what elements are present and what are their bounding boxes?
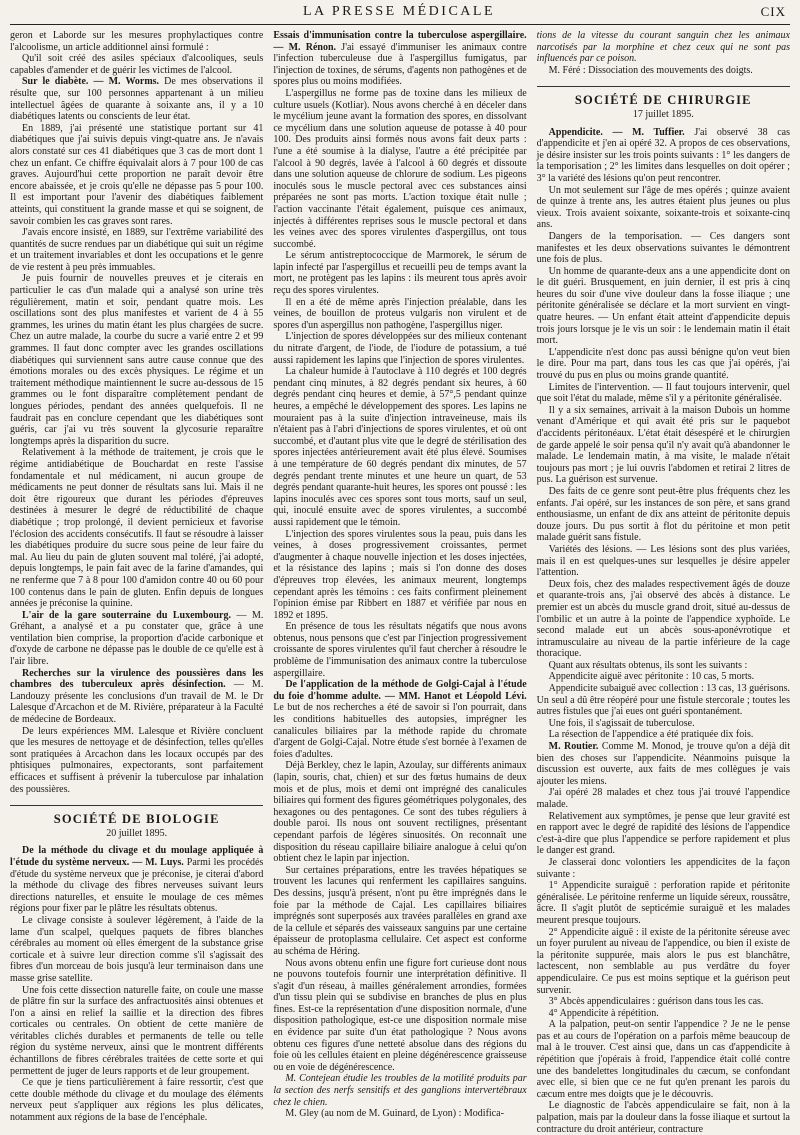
paragraph: Qu'il soit créé des asiles spéciaux d'alcooliques, seuls capables d'amender et de guérir les victimes de l'alcool. (10, 53, 264, 76)
article-heading: Essais d'immunisation contre la tuberculose aspergillaire. — M. Rénon. (273, 30, 527, 53)
paragraph: De leurs expériences MM. Lalesque et Rivière concluent que les mesures de nettoyage et de désinfection, telles qu'elles sont pratiquées à Arcachon dans les locaux occupés par des phtisiques pulmonaires, expectorants, sont parfaitement efficaces et suffisent à prévenir la tuberculose par inhalation des poussières. (10, 725, 264, 795)
paragraph: Une fois cette dissection naturelle faite, on coule une masse de plâtre fin sur la surface des anfractuosités ainsi obtenues et l'on a ainsi en relief la saillie et la direction des fibres corticales ou centrales. On obtient de cette manière de véritables clichés durables et permanents de telle ou telle région du système nerveux, ainsi que le montrent différents échantillons de fibres cérébrales traitées de cette sorte et qui permettent de juger de leurs rapports et de leur groupement. (10, 984, 264, 1077)
paragraph: Relativement à la méthode de traitement, je crois que le régime antidiabétique de Bouchardat en reste l'assise fondamentale et nul médicament, ni aucun groupe de médicaments ne peut donner de résultats sans lui. Mais il ne doit être rigoureux que durant les périodes d'épreuves destinées à mesurer le degré de réductibilité de chaque diabétique ; trop prolongé, il devient pernicieux et favorise l'éclosion des accidents consécutifs. Il faut se résoudre à laisser les diabétiques produire du sucre sous peine de leur faire du mal. Au lieu du pain de gluten souvent mal toléré, j'ai adopté, depuis longtemps, le pain fait avec de la farine d'amandes, qui ne renferme que 7 à 8 pour 100 d'amidon contre 40 ou 60 pour 100 contenus dans le pain de gluten. Enfin depuis de longues années je préconise la quinine. (10, 447, 264, 610)
article (10, 76, 263, 122)
article (273, 679, 526, 760)
section-date: 20 juillet 1895. (106, 827, 168, 839)
column-3 (537, 30, 790, 1135)
paragraph: 1° Appendicite suraiguë : perforation rapide et péritonite généralisée. Le péritoine renferme un liquide séreux, roussâtre, âcre. Il s'agit plutôt de septicémie suraiguë et les malades meurent presque toujours. (536, 880, 790, 926)
section-title: SOCIÉTÉ DE CHIRURGIE (537, 86, 790, 107)
article-heading: M. Routier. (548, 741, 599, 753)
paragraph: M. Contejean étudie les troubles de la motilité produits par la section des nerfs sensitifs et des ganglions intervertébraux chez le chien. (273, 1073, 527, 1108)
paragraph: 2° Appendicite aiguë : il existe de la péritonite séreuse avec un foyer purulent au niveau de l'appendice, ou bien il existe de la péritonite suppurée, mais alors le pus est blanchâtre, lactescent, non semblable au pus verdâtre du foyer appendiculaire. Ce pus est moins septique et la guérison peut survenir. (536, 926, 790, 996)
section-date: 17 juillet 1895. (632, 108, 694, 120)
paragraph: Une fois, il s'agissait de tuberculose. (548, 717, 695, 729)
paragraph: Appendicite subaiguë avec collection : 13 cas, 13 guérisons. Un seul a dû être réopéré pour une fistule stercorale ; toutes les autres fistules que j'ai eues ont guéri spontanément. (536, 683, 790, 718)
paragraph: L'appendicite n'est donc pas aussi bénigne qu'on veut bien le dire. Pour ma part, dans tous les cas que j'ai opérés, j'ai trouvé du pus en plus ou moins grande quantité. (536, 346, 790, 382)
paragraph: Relativement aux symptômes, je pense que leur gravité est en rapport avec le degré de rapidité des lésions de l'appendice c'est-à-dire que plus l'appendice se perfore rapidement et plus le danger est grand. (536, 810, 790, 857)
paragraph: Dangers de la temporisation. — Ces dangers sont manifestes et les deux observations suivantes le démontrent une fois de plus. (536, 230, 790, 266)
article-heading: De la méthode du clivage et du moulage appliquée à l'étude du système nerveux. — M. Luys. (10, 845, 264, 868)
article-heading: L'air de la gare souterraine du Luxembourg. (22, 609, 231, 621)
text-columns (10, 30, 790, 1135)
column-1 (10, 30, 263, 1135)
paragraph: L'injection de spores développées sur des milieux contenant du nitrate d'argent, de l'iode, de l'iodure de potassium, a tué aussi rapidement les lapins que l'injection de spores virulentes. (273, 331, 527, 366)
article (537, 741, 790, 787)
article-heading: Recherches sur la virulence des poussières dans les chambres des tuberculeux après désinfection. (10, 667, 264, 691)
article (10, 610, 263, 668)
article (273, 30, 526, 88)
paragraph: La chaleur humide à l'autoclave à 110 degrés et 100 degrés pendant cinq minutes, à 82 degrés pendant six heures, à 60 degrés pendant cinq heures et demie, à 57°,5 pendant quinze heures, a empêché le développement des spores. Les lapins ne mouraient pas à la suite d'injection intraveineuse, mais ils n'étaient pas à l'abri d'injections de spores virulentes, et où ont succombé, et d'autant plus vite que le degré de stérilisation des spores injectées antérieurement avait été plus élevé. Soumises à une température de 60 degrés pendant dix minutes, de 57 degrés pendant trente minutes et une heure un quart, de 53 degrés pendant quarante-huit heures, les spores ont poussé : les lapins inoculés avec ces spores sont tous morts, sauf un seul, qui, inoculé ensuite avec de spores virulentes, a succombé aussi rapidement que le témoin. (273, 366, 527, 528)
paragraph: M. Féré : Dissociation des mouvements des doigts. (548, 64, 753, 76)
article-heading: Appendicite. — M. Tuffier. (548, 126, 685, 138)
article (10, 668, 263, 726)
journal-title: LA PRESSE MÉDICALE (302, 4, 495, 19)
paragraph: 3° Abcès appendiculaires : guérison dans tous les cas. (548, 996, 764, 1008)
paragraph: Un homme de quarante-deux ans a une appendicite dont on le dit guéri. Brusquement, en juin dernier, il est pris à cinq heures du soir d'une vive douleur dans la fosse iliaque ; une péritonite généralisée se déclare et la mort survient en vingt-quatre heures. — Un enfant était atteint d'appendicite depuis trois jours lorsque je le vis un soir : le lendemain matin il était mort. (536, 265, 790, 347)
paragraph: tions de la vitesse du courant sanguin chez les animaux narcotisés par la morphine et chez ceux qui ne sont pas influencés par ce poison. (536, 30, 790, 65)
paragraph: Je puis fournir de nouvelles preuves et je citerais en particulier le cas d'un malade qui a analysé son urine très régulièrement, matin et soir, pendant quatre mois. Les oscillations sont des plus manifestes et varient de 4 à 55 grammes, les urines du matin étant les plus chargées de sucre. Chez un autre malade, la courbe du sucre a varié entre 2 et 99 grammes. Il faut donc compter avec les grandes oscillations diabétiques qui surviennent sans autre cause connue que des émotions morales ou des excès physiques. Le régime et un traitement méthodique maintiennent le sucre au-dessous de 15 grammes ou le font disparaître complètement pendant de longues périodes, pendant des années quelquefois. Il ne faudrait pas en conclure cependant que les diabétiques sont guéris, car j'ai vu très souvent la glycosurie reparaître longtemps après la disparition du sucre. (10, 273, 264, 447)
page-number: CIX (760, 4, 786, 19)
paragraph: Le sérum antistreptococcique de Marmorek, le sérum de lapin infecté par l'aspergillus et recueilli peu de temps avant la mort, ne protègent pas les lapins : ils meurent tous après avoir reçu des spores virulentes. (273, 250, 527, 297)
article-body: — M. Landouzy présente les conclusions d'un travail de M. le Dr Lalesque d'Arcachon et de M. Rivière, préparateur à la Faculté de médecine de Bordeaux. (10, 679, 264, 726)
page-header (0, 0, 800, 24)
article (537, 127, 790, 185)
paragraph: Quant aux résultats obtenus, ils sont les suivants : (548, 659, 748, 671)
paragraph: Appendicite aiguë avec péritonite : 10 cas, 5 morts. (548, 671, 755, 683)
paragraph: A la palpation, peut-on sentir l'appendice ? Je ne le pense pas et au cours de l'opération on a parfois même beaucoup de mal à le trouver. C'est ainsi que, dans un cas d'appendicite à répétition que j'opérais à froid, l'appendice était collé contre une des bandelettes longitudinales du cæcum, se confondant avec elle, si bien que ce ne fut qu'en prenant les parois du cæcum entre mes doigts que je le découvris. (536, 1019, 790, 1100)
paragraph: Sur certaines préparations, entre les travées hépatiques se trouvent les lacunes qui renferment les capillaires sanguins. Des dessins, jusqu'à présent, n'ont pu être imprégnés dans le foie par la méthode de Cajal. Les capillaires biliaires imprégnés sont superposés aux travées parallèles en grand axe de la cellule et séparés des vaisseaux sanguins par une certaine épaisseur de protoplasma cellulaire. Cet aspect est conforme au schéma de Héring. (273, 864, 527, 957)
paragraph: En 1889, j'ai présenté une statistique portant sur 41 diabétiques que j'ai suivis depuis vingt-quatre ans. Je n'avais alors constaté sur ces 41 diabétiques que 3 cas de mort dont 1 chez un enfant. Ce chiffre équivalait alors à 7 pour 100 de cas graves. Aujourd'hui cette proportion ne paraît devoir être encore abaissée, et je crois qu'elle ne dépasse pas 5 pour 100. Il est important pour l'avenir des diabétiques faiblement atteints, qui constituent la grande masse et qui se soignent, de savoir combien les cas graves sont rares. (10, 122, 264, 227)
paragraph: geron et Laborde sur les mesures prophylactiques contre l'alcoolisme, un article additionnel ainsi formulé : (10, 30, 264, 53)
paragraph: Ce que je tiens particulièrement à faire ressortir, c'est que cette double méthode du clivage et du moulage des éléments nerveux peut s'appliquer aux régions les plus délicates, notamment aux régions de la base de l'encéphale. (10, 1077, 264, 1124)
article-body: — M. Gréhant, a analysé et a pu constater que, grâce à une ventilation bien comprise, la proportion d'acide carbonique et d'oxyde de carbone ne dépasse pas le double de ce qu'elle est à l'air libre. (10, 609, 264, 668)
article-body: Le but de nos recherches a été de savoir si l'on pourrait, dans les conditions habituelles des autopsies, imprégner les canalicules biliaires par la méthode rapide du chromate d'argent de Golgi-Cajal. Notre étude s'est bornée à l'examen de foies d'adultes. (273, 702, 527, 760)
paragraph: J'avais encore insisté, en 1889, sur l'extrême variabilité des quantités de sucre rendues par un diabétique qui suit un régime et un traitement invariables et dont les occupations et le genre de vie restent à peu près immuables. (10, 227, 264, 273)
paragraph: L'aspergillus ne forme pas de toxine dans les milieux de culture usuels (Kotliar). Nous avons cherché à en déceler dans le mycélium jeune avant la formation des spores, en dissolvant ce mycélium dans une solution aqueuse de potasse à 40 pour 100. Des produits ainsi formés nous avons fait deux parts : l'une a été soumise à la dialyse, l'autre a été précipitée par l'alcool à 90 degrés, lavée à l'alcool à 60 degrés et dissoute dans une solution aqueuse de chlorure de sodium. Les pigeons inoculés sous le muscle pectoral avec ces substances ainsi préparées ne sont pas morts. L'action toxique était nulle ; l'action vaccinante l'était également, puisque ces animaux, injectés à différentes reprises sous le muscle pectoral et dans les veines avec des spores virulentes d'aspergillus, ont tous succombé. (273, 87, 527, 250)
paragraph: Nous avons obtenu enfin une figure fort curieuse dont nous ne pouvons toutefois fournir une interprétation définitive. Il s'agit d'un réseau, à mailles généralement arrondies, formées d'un tissu plein qui se subdivise en branches de plus en plus fines. Est-ce la représentation d'une disposition normale, d'une disposition pathologique, est-ce une disposition normale mise en évidence par suite d'un état pathologique ? Nous avons obtenu ces figures d'une netteté absolue dans des régions du foie où les cellules étaient en pleine dégénérescence graisseuse ou en voie de dégénérescence. (273, 957, 527, 1073)
article-heading: De l'application de la méthode de Golgi-Cajal à l'étude du foie d'homme adulte. — MM. Hanot et Léopold Lévi. (273, 679, 527, 702)
paragraph: Le diagnostic de l'abcès appendiculaire se fait, non à la palpation, mais par la douleur dans la fosse iliaque et surtout la contracture du droit antérieur, contracture (536, 1100, 790, 1135)
column-2 (273, 30, 526, 1135)
article-body: J'ai essayé d'immuniser les animaux contre l'infection tuberculeuse due à l'aspergillus fumigatus, par l'injection de toxines, de sérums, d'agents non pathogènes et de spores plus ou moins modifiées. (273, 41, 527, 88)
article-body: J'ai observé 38 cas d'appendicite et j'en ai opéré 32. A propos de ces observations, je désire insister sur les trois points suivants : 1° les dangers de la temporisation ; 2° les limites dans lesquelles on doit opérer ; 3° la variété des lésions qu'on peut rencontrer. (536, 126, 790, 184)
paragraph: L'injection des spores virulentes sous la peau, puis dans les veines, à doses progressivement croissantes, permet d'augmenter à chaque nouvelle injection et les doses injectées, et la résistance des lapins ; mais si l'on donne des doses d'épreuves trop élevées, les animaux meurent, longtemps cependant après les témoins : ces faits confirment pleinement l'opinion émise par Ribbert en 1887 et vérifiée par nous en 1892 et 1895. (273, 528, 527, 621)
article-body: Comme M. Monod, je trouve qu'on a déjà dit bien des choses sur l'appendicite. Néanmoins puisque la discussion est ouverte, aux faits de mes collègues je vais ajouter les miens. (536, 741, 790, 787)
paragraph: Variétés des lésions. — Les lésions sont des plus variées, mais il en est quelques-unes sur lesquelles je désire appeler l'attention. (536, 543, 790, 579)
paragraph: Je classerai donc volontiers les appendicites de la façon suivante : (536, 856, 790, 880)
header-rule (10, 24, 790, 25)
paragraph: La résection de l'appendice a été pratiquée dix fois. (548, 729, 754, 741)
article-heading: Sur le diabète. — M. Worms. (22, 76, 160, 88)
paragraph: Le clivage consiste à soulever légèrement, à l'aide de la lame d'un scalpel, quelques paquets de fibres blanches cérébrales au moment où elles émergent de la substance grise corticale et à suivre leur direction comme s'il s'agissait des fibres d'un morceau de bois jusqu'à leur terminaison dans une masse grise satellite. (10, 914, 264, 984)
paragraph: J'ai opéré 28 malades et chez tous j'ai trouvé l'appendice malade. (536, 787, 790, 810)
paragraph: Déjà Berkley, chez le lapin, Azoulay, sur différents animaux (lapin, souris, chat, chien) et sur des fœtus humains de deux mois et de plus, mois et demi ont imprégné des canalicules biliaires qui forment des figures géométriques polygonales, des hexagones ou des pentagones. Ce sont des tubes réguliers à double paroi. Ils nous ont souvent rectilignes, présentant cependant parfois de légères sinuosités. On reconnaît une disposition du réseau capillaire biliaire analogue à celui qu'on obtient chez le lapin par injection. (273, 760, 527, 865)
paragraph: Deux fois, chez des malades respectivement âgés de douze et quarante-trois ans, j'ai observé des abcès à distance. Le premier est un abcès du muscle grand droit, situé au-dessus de l'ombilic et un autre à la pointe de l'appendice xyphoïde. Le second malade eut un abcès sous-aponévrotique et intramusculaire au niveau de la partie inférieure de la cage thoracique. (536, 578, 790, 660)
article-body: De mes observations il résulte que, sur 100 personnes appartenant à un milieu intellectuel âgées de quarante à soixante ans, il y a 10 diabétiques latents ou conscients de leur état. (10, 76, 264, 123)
paragraph: Limites de l'intervention. — Il faut toujours intervenir, quel que soit l'état du malade, même s'il y a péritonite généralisée. (536, 381, 790, 405)
article (10, 845, 263, 915)
paragraph: 4° Appendicite à répétition. (548, 1007, 659, 1019)
paragraph: Il en a été de même après l'injection préalable, dans les veines, de bouillon de proteus vulgaris non virulent et de spores d'un aspergillus non pathogène, l'aspergillus niger. (273, 296, 527, 331)
paragraph: Des faits de ce genre sont peut-être plus fréquents chez les enfants. J'ai opéré, sur les instances de son père, et sans grand enthousiasme, un enfant de dix ans atteint de péritonite depuis douze jours. Du pus sortit à flot du péritoine et mon petit malade guérit sans fistule. (536, 485, 790, 544)
article-body: Parmi les procédés d'étude du système nerveux que je préconise, je citerai d'abord la méthode du clivage des fibres nerveuses suivant leurs directions naturelles, et ensuite le moulage de ces mêmes régions pour fixer par le plâtre les résultats obtenus. (10, 856, 264, 915)
paragraph: Un mot seulement sur l'âge de mes opérés ; quinze avaient de quinze à trente ans, les autres étaient plus jeunes ou plus vieux. Trois avaient soixante, soixante-trois et soixante-cinq ans. (536, 184, 790, 231)
paragraph: M. Gley (au nom de M. Guinard, de Lyon) : Modifica- (285, 1108, 504, 1120)
paragraph: Il y a six semaines, arrivait à la maison Dubois un homme venant d'Amérique et qui avait été pris sur le paquebot d'accidents péritonéaux. L'état était désespéré et le chirurgien de garde appelé le soir pensa qu'il n'y avait qu'à abandonner le malade. Le lendemain matin, à ma visite, le malade n'était toujours pas mort ; je lui ouvris l'abdomen et retirai 2 litres de pus. La guérison est survenue. (536, 404, 790, 486)
section-title: SOCIÉTÉ DE BIOLOGIE (10, 805, 263, 826)
paragraph: En présence de tous les résultats négatifs que nous avons obtenus, nous pensons que c'est par l'injection progressivement croissante de spores virulentes qu'il faut chercher à résoudre le problème de l'immunisation des animaux contre la tuberculose aspergillaire. (273, 621, 527, 679)
